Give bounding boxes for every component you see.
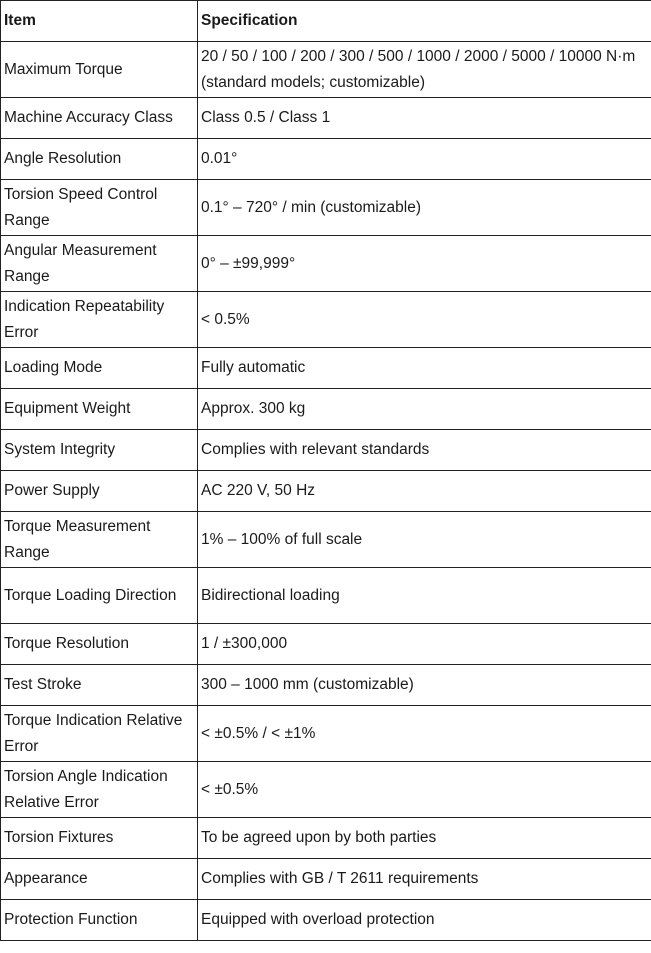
specification-cell: Complies with relevant standards (198, 430, 651, 471)
table-row (1, 292, 651, 348)
table-row (1, 348, 651, 389)
item-cell: Maximum Torque (1, 42, 198, 98)
specification-cell: Approx. 300 kg (198, 389, 651, 430)
item-cell: Machine Accuracy Class (1, 98, 198, 139)
table-header (1, 1, 651, 42)
item-cell: Angle Resolution (1, 139, 198, 180)
specification-cell: To be agreed upon by both parties (198, 818, 651, 859)
table-row (1, 568, 651, 624)
table-row (1, 389, 651, 430)
specification-cell: 0.1° – 720° / min (customizable) (198, 180, 651, 236)
table-row (1, 471, 651, 512)
item-cell: Torque Measurement Range (1, 512, 198, 568)
item-cell: Appearance (1, 859, 198, 900)
item-cell: Torsion Fixtures (1, 818, 198, 859)
specification-cell: 1% – 100% of full scale (198, 512, 651, 568)
table-row (1, 818, 651, 859)
item-cell: Indication Repeatability Error (1, 292, 198, 348)
table-row (1, 139, 651, 180)
table-row (1, 430, 651, 471)
item-cell: System Integrity (1, 430, 198, 471)
specification-cell: 300 – 1000 mm (customizable) (198, 665, 651, 706)
specification-cell: 1 / ±300,000 (198, 624, 651, 665)
table-row (1, 624, 651, 665)
item-cell: Angular Measurement Range (1, 236, 198, 292)
item-cell: Loading Mode (1, 348, 198, 389)
header-specification: Specification (198, 1, 651, 42)
specification-cell: 20 / 50 / 100 / 200 / 300 / 500 / 1000 / 2000 / 5000 / 10000 N·m (standard models; customizable) (198, 42, 651, 98)
specification-cell: < ±0.5% / < ±1% (198, 706, 651, 762)
specification-cell: Fully automatic (198, 348, 651, 389)
table-row (1, 180, 651, 236)
table-row (1, 42, 651, 98)
specification-cell: < 0.5% (198, 292, 651, 348)
table-row (1, 512, 651, 568)
item-cell: Equipment Weight (1, 389, 198, 430)
specification-cell: 0.01° (198, 139, 651, 180)
table-row (1, 665, 651, 706)
table-row (1, 900, 651, 941)
header-item: Item (1, 1, 198, 42)
table-row (1, 98, 651, 139)
item-cell: Torque Loading Direction (1, 568, 198, 624)
table-row (1, 706, 651, 762)
item-cell: Torsion Angle Indication Relative Error (1, 762, 198, 818)
table-body (1, 42, 651, 941)
specification-cell: Equipped with overload protection (198, 900, 651, 941)
header-row (1, 1, 651, 42)
item-cell: Protection Function (1, 900, 198, 941)
item-cell: Test Stroke (1, 665, 198, 706)
item-cell: Torque Indication Relative Error (1, 706, 198, 762)
specification-cell: < ±0.5% (198, 762, 651, 818)
specification-cell: Class 0.5 / Class 1 (198, 98, 651, 139)
specification-cell: 0° – ±99,999° (198, 236, 651, 292)
item-cell: Power Supply (1, 471, 198, 512)
specification-cell: Complies with GB / T 2611 requirements (198, 859, 651, 900)
specification-cell: AC 220 V, 50 Hz (198, 471, 651, 512)
item-cell: Torque Resolution (1, 624, 198, 665)
table-row (1, 762, 651, 818)
specification-cell: Bidirectional loading (198, 568, 651, 624)
item-cell: Torsion Speed Control Range (1, 180, 198, 236)
table-row (1, 236, 651, 292)
table-row (1, 859, 651, 900)
